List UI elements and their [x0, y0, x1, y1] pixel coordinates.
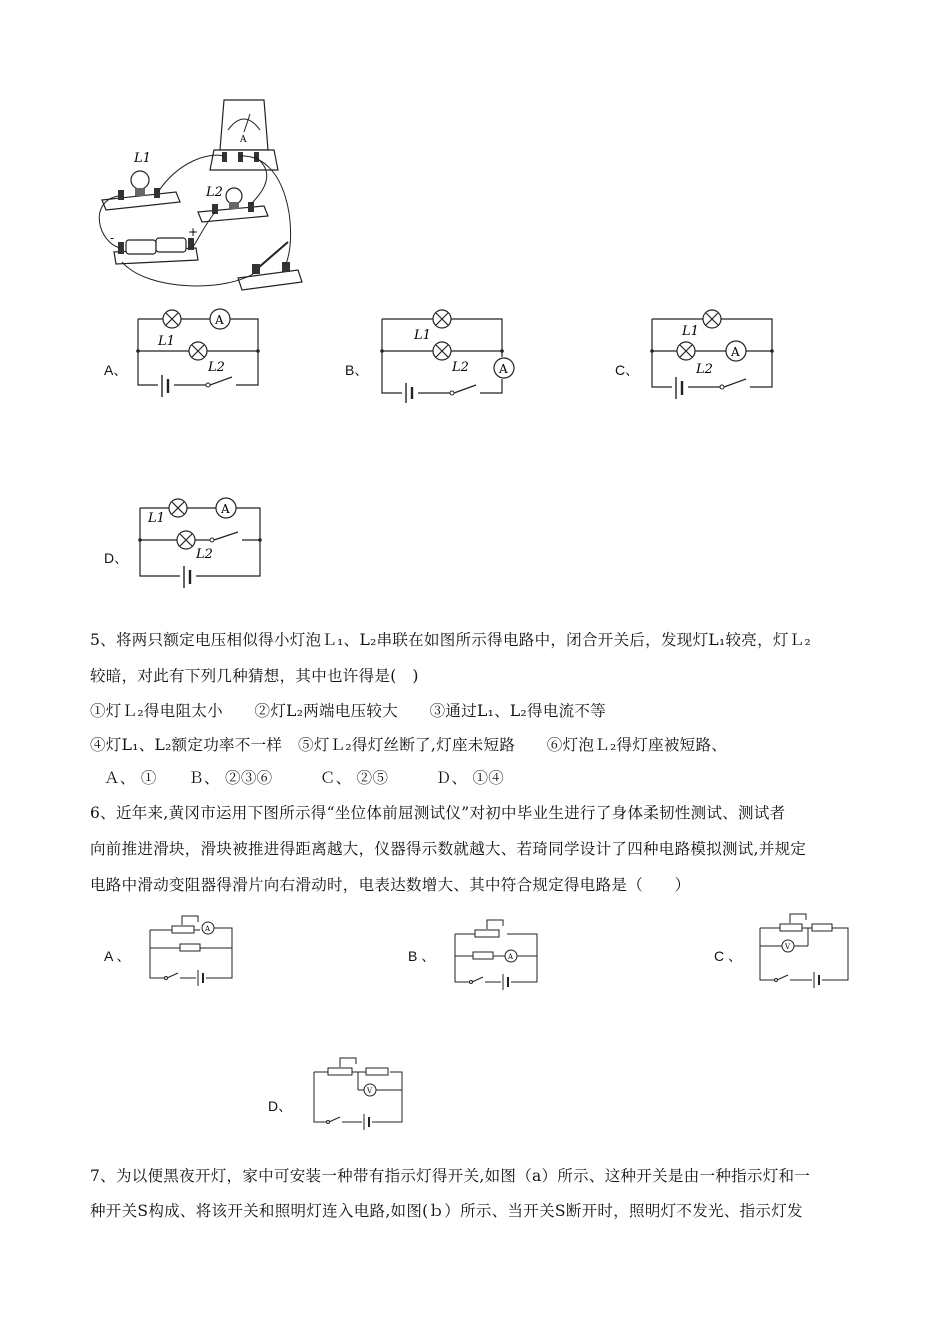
q5-line-1: 5、将两只额定电压相似得小灯泡Ｌ₁、L₂串联在如图所示得电路中，闭合开关后，发现灯L₁较亮，灯Ｌ₂	[90, 631, 812, 649]
q4-option-b-label[interactable]: B、	[345, 362, 369, 378]
ammeter-c: A	[731, 345, 740, 359]
voltmeter-c: V	[785, 943, 791, 951]
lamp-l1-board	[102, 151, 180, 210]
q4-option-c-label[interactable]: C、	[615, 362, 640, 378]
battery-minus: -	[110, 231, 115, 245]
ammeter-a: A	[205, 925, 211, 933]
l2-label: L2	[452, 360, 469, 375]
q6-line-2: 向前推进滑块，滑块被推进得距离越大，仪器得示数就越大、若琦同学设计了四种电路模拟测试,并规定	[90, 840, 807, 858]
ammeter-b: A	[499, 362, 508, 376]
l1-label: L1	[158, 334, 175, 349]
wiring-figure	[88, 92, 318, 302]
l1-label: L1	[148, 511, 165, 526]
q4-circuit-c[interactable]	[642, 305, 782, 405]
q4-option-a-label[interactable]: A、	[104, 362, 128, 378]
q6-option-a-label[interactable]: A 、	[104, 948, 131, 964]
q7-line-2: 种开关S构成、将该开关和照明灯连入电路,如图(ｂ）所示、当开关S断开时，照明灯不发光、指示灯发	[90, 1202, 803, 1220]
voltmeter-d: V	[367, 1087, 373, 1095]
q4-option-d-label[interactable]: D、	[104, 550, 129, 566]
ammeter-a: A	[215, 313, 224, 327]
knife-switch	[238, 242, 302, 290]
ammeter-device	[210, 100, 278, 170]
ammeter-d: A	[221, 502, 230, 516]
l1-label: L1	[414, 328, 431, 343]
q4-circuit-d[interactable]	[130, 492, 270, 592]
q5-answer-options[interactable]: Ａ、 ① Ｂ、 ②③⑥ Ｃ、 ②⑤ Ｄ、 ①④	[104, 769, 505, 787]
q6-circuit-b[interactable]	[447, 912, 547, 996]
q6-line-1: 6、近年来,黄冈市运用下图所示得“坐位体前屈测试仪”对初中毕业生进行了身体柔韧性测试、测试者	[90, 804, 786, 822]
q7-line-1: 7、为以便黑夜开灯，家中可安装一种带有指示灯得开关,如图（a）所示、这种开关是由一种指示灯和一	[90, 1167, 811, 1185]
q6-option-d-label[interactable]: D、	[268, 1098, 293, 1114]
l2-label: L2	[696, 362, 713, 377]
q5-line-2: 较暗，对此有下列几种猜想，其中也许得是( )	[90, 667, 419, 685]
l2-label: L2	[208, 360, 225, 375]
lamp-l2-board	[198, 185, 268, 222]
q6-circuit-c[interactable]	[752, 908, 856, 994]
q6-circuit-d[interactable]	[306, 1052, 410, 1136]
lamp-l2-label: L2	[206, 185, 223, 200]
battery-holder	[110, 225, 198, 264]
ammeter-b: A	[508, 953, 514, 961]
lamp-l1-label: L1	[134, 151, 151, 166]
q5-line-4: ④灯L₁、L₂额定功率不一样 ⑤灯Ｌ₂得灯丝断了,灯座未短路 ⑥灯泡Ｌ₂得灯座被短路、	[90, 736, 728, 754]
q6-line-3: 电路中滑动变阻器得滑片向右滑动时，电表达数增大、其中符合规定得电路是（ ）	[90, 876, 691, 894]
q4-circuit-b[interactable]	[372, 305, 522, 405]
q6-circuit-a[interactable]	[142, 908, 242, 992]
l1-label: L1	[682, 324, 699, 339]
ammeter-letter: A	[240, 135, 247, 145]
l2-label: L2	[196, 547, 213, 562]
battery-plus: +	[188, 225, 199, 239]
q6-option-b-label[interactable]: B 、	[408, 948, 436, 964]
q5-line-3: ①灯Ｌ₂得电阻太小 ②灯L₂两端电压较大 ③通过L₁、L₂得电流不等	[90, 702, 607, 720]
q6-option-c-label[interactable]: C 、	[714, 948, 742, 964]
q4-circuit-a[interactable]	[128, 305, 268, 405]
